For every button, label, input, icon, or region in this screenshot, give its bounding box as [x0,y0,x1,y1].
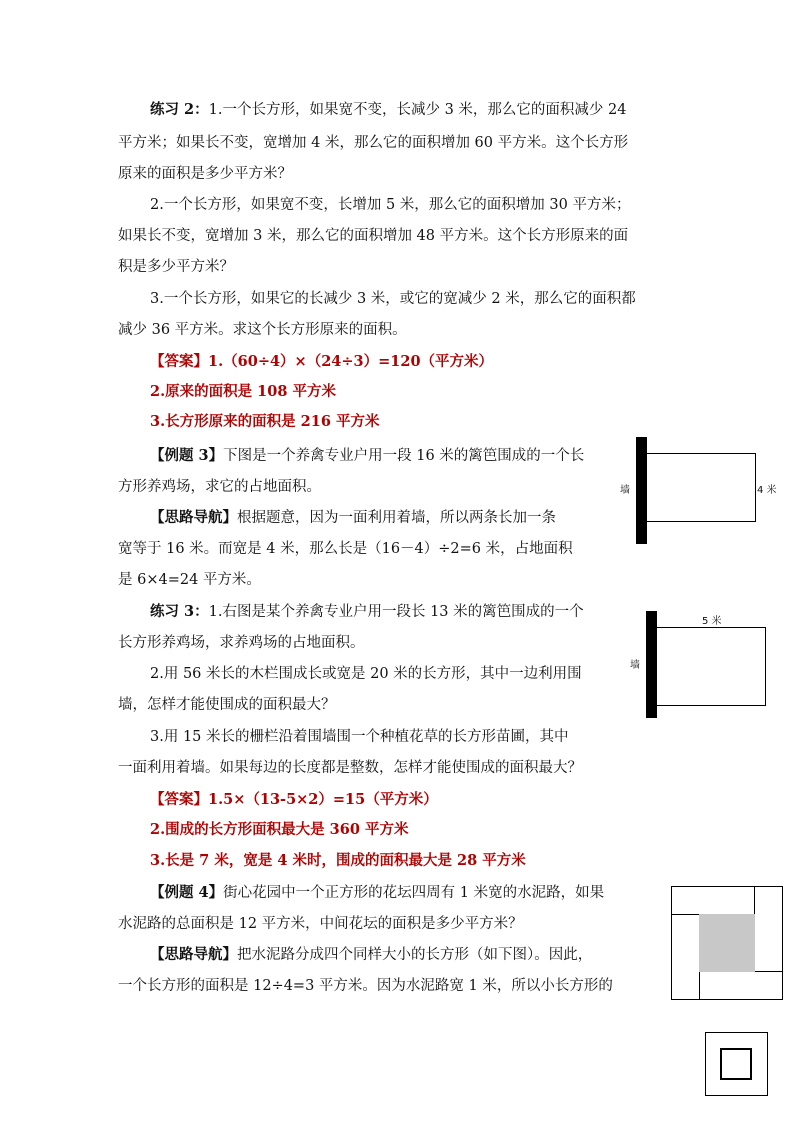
practice2-q2-line2: 如果长不变，宽增加 3 米，那么它的面积增加 48 平方米。这个长方形原来的面 [118,228,629,244]
example4-guide-label: 【思路导航】 [150,946,237,963]
practice2-q3-line1: 3.一个长方形，如果它的长减少 3 米，或它的宽减少 2 米，那么它的面积都 [150,291,636,307]
example3-guide-line3: 是 6×4=24 平方米。 [118,572,261,588]
inner-square [720,1048,752,1080]
path-rect-left [671,914,700,1000]
example3-line2: 方形养鸡场，求它的占地面积。 [118,479,321,495]
example4-line2: 水泥路的总面积是 12 平方米，中间花坛的面积是多少平方米？ [118,916,523,932]
example3-line1: 【例题 3】下图是一个养禽专业户用一段 16 米的篱笆围成的一个长 [150,447,585,464]
path-rect-bottom [699,971,783,1000]
top-length-label: 5 米 [702,616,722,627]
garden-figure [671,886,783,1000]
practice2-heading: 练习 2： [150,101,209,118]
practice2-q1-line2: 平方米；如果长不变，宽增加 4 米，那么它的面积增加 60 平方米。这个长方形 [118,135,629,151]
wall-label-2: 墙 [630,660,640,671]
practice2-answer1: 【答案】1.（60÷4）×（24÷3）=120（平方米） [150,353,494,370]
example3-guide-line2: 宽等于 16 米。而宽是 4 米，那么长是（16－4）÷2=6 米，占地面积 [118,541,573,557]
practice3-q2-line1: 2.用 56 米长的木栏围成长或宽是 20 米的长方形，其中一边利用围 [150,666,582,682]
practice3-heading: 练习 3： [150,603,209,620]
chicken-yard-rect [646,453,756,522]
example3-label: 【例题 3】 [150,447,224,464]
practice3-q3-line1: 3.用 15 米长的栅栏沿着围墙围一个种植花草的长方形苗圃，其中 [150,729,569,745]
example4-line1: 【例题 4】街心花园中一个正方形的花坛四周有 1 米宽的水泥路，如果 [150,884,605,901]
practice2-q3-line2: 减少 36 平方米。求这个长方形原来的面积。 [118,322,407,338]
example3-guide-line1: 【思路导航】根据题意，因为一面利用着墙，所以两条长加一条 [150,509,556,526]
path-rect-right [754,886,783,972]
practice3-q3-line2: 一面利用着墙。如果每边的长度都是整数，怎样才能使围成的面积最大？ [118,760,582,776]
practice2-q2-line1: 2.一个长方形，如果宽不变，长增加 5 米，那么它的面积增加 30 平方米； [150,197,631,213]
chicken-yard-rect-2 [656,627,766,706]
practice3-q1-line1: 练习 3：1.右图是某个养禽专业户用一段长 13 米的篱笆围成的一个 [150,603,584,620]
practice2-q1-line3: 原来的面积是多少平方米？ [118,166,292,182]
practice2-q2-line3: 积是多少平方米？ [118,259,234,275]
practice3-answer1: 【答案】1.5×（13-5×2）=15（平方米） [150,791,438,808]
path-rect-top [671,886,755,915]
practice2-answer3: 3.长方形原来的面积是 216 平方米 [150,413,380,430]
practice2-line1: 练习 2：1.一个长方形，如果宽不变，长减少 3 米，那么它的面积减少 24 [150,101,627,118]
side-length-label: 4 米 [757,485,777,496]
example4-guide-line2: 一个长方形的面积是 12÷4=3 平方米。因为水泥路宽 1 米，所以小长方形的 [118,978,613,994]
practice3-answer3: 3.长是 7 米，宽是 4 米时，围成的面积最大是 28 平方米 [150,852,526,869]
example3-guide-label: 【思路导航】 [150,509,237,526]
example4-guide-line1: 【思路导航】把水泥路分成四个同样大小的长方形（如下图）。因此， [150,946,593,963]
practice3-q2-line2: 墙，怎样才能使围成的面积最大？ [118,697,336,713]
practice3-answer2: 2.围成的长方形面积最大是 360 平方米 [150,821,409,838]
practice2-answer2: 2.原来的面积是 108 平方米 [150,383,336,400]
practice3-q1-line2: 长方形养鸡场，求养鸡场的占地面积。 [118,635,365,651]
example4-label: 【例题 4】 [150,884,224,901]
flower-bed-square [699,914,755,972]
wall-label: 墙 [620,485,630,496]
